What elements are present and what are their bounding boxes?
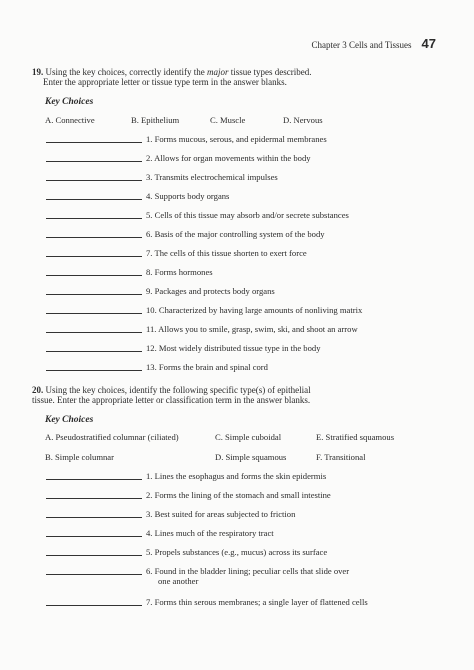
answer-blank[interactable] [46, 190, 142, 200]
key-choice: C. Simple cuboidal [215, 432, 282, 442]
answer-blank[interactable] [46, 508, 142, 518]
answer-row [46, 304, 363, 316]
item-text: 5. Propels substances (e.g., mucus) across its surface [146, 547, 328, 557]
answer-blank[interactable] [46, 304, 142, 314]
answer-blank[interactable] [46, 266, 142, 276]
answer-blank[interactable] [46, 361, 142, 371]
item-text: 5. Cells of this tissue may absorb and/or secrete substances [146, 210, 349, 220]
answer-row [46, 209, 349, 221]
answer-blank[interactable] [46, 470, 142, 480]
answer-row [46, 489, 331, 501]
key-choice: E. Stratified squamous [316, 432, 395, 442]
answer-row [46, 171, 278, 183]
answer-blank[interactable] [46, 489, 142, 499]
item-text: 11. Allows you to smile, grasp, swim, ski, and shoot an arrow [146, 324, 358, 334]
answer-row [46, 323, 358, 335]
answer-blank[interactable] [46, 323, 142, 333]
key-choice: A. Pseudostratified columnar (ciliated) [45, 432, 179, 442]
answer-row [46, 152, 311, 164]
answer-blank[interactable] [46, 596, 142, 606]
item-text: 10. Characterized by having large amounts of nonliving matrix [146, 305, 363, 315]
item-text: 2. Allows for organ movements within the body [146, 153, 311, 163]
item-text: 8. Forms hormones [146, 267, 213, 277]
answer-blank[interactable] [46, 527, 142, 537]
key-choice: C. Muscle [210, 115, 246, 125]
answer-row [46, 470, 327, 482]
answer-blank[interactable] [46, 209, 142, 219]
answer-row [46, 133, 327, 145]
item-text: 6. Found in the bladder lining; peculiar cells that slide over [146, 566, 350, 576]
answer-blank[interactable] [46, 152, 142, 162]
answer-row [46, 285, 275, 297]
item-text: 4. Lines much of the respiratory tract [146, 528, 274, 538]
prompt-text: tissue. Enter the appropriate letter or classification term in the answer blanks. [32, 395, 311, 405]
prompt-text: tissue types described. [228, 67, 312, 77]
answer-row [46, 527, 274, 539]
item-text: 3. Transmits electrochemical impulses [146, 172, 278, 182]
answer-row [46, 266, 213, 278]
answer-blank[interactable] [46, 133, 142, 143]
answer-blank[interactable] [46, 546, 142, 556]
answer-row [46, 508, 296, 520]
key-choices-title: Key Choices [45, 415, 94, 425]
item-text: 1. Lines the esophagus and forms the skin epidermis [146, 471, 327, 481]
answer-blank[interactable] [46, 171, 142, 181]
key-choices-title: Key Choices [45, 97, 94, 107]
prompt-text: Using the key choices, identify the following specific type(s) of epithelial [45, 385, 311, 395]
answer-row [46, 190, 230, 202]
question-number: 20. [32, 385, 44, 395]
answer-row [46, 565, 350, 589]
page-header [312, 36, 436, 51]
question-number: 19. [32, 67, 44, 77]
item-text: 13. Forms the brain and spinal cord [146, 362, 268, 372]
prompt-text: Enter the appropriate letter or tissue type term in the answer blanks. [43, 77, 287, 87]
answer-blank[interactable] [46, 285, 142, 295]
key-choice: D. Nervous [283, 115, 323, 125]
answer-row [46, 546, 328, 558]
item-text: 9. Packages and protects body organs [146, 286, 275, 296]
item-text: 6. Basis of the major controlling system of the body [146, 229, 325, 239]
key-choice: B. Epithelium [131, 115, 180, 125]
answer-blank[interactable] [46, 228, 142, 238]
key-choice: F. Transitional [316, 452, 366, 462]
answer-blank[interactable] [46, 342, 142, 352]
answer-row [46, 361, 268, 373]
answer-row [46, 342, 321, 354]
item-text: 7. Forms thin serous membranes; a single layer of flattened cells [146, 597, 368, 607]
key-choice: A. Connective [45, 115, 95, 125]
item-text: 12. Most widely distributed tissue type in the body [146, 343, 321, 353]
answer-row [46, 228, 325, 240]
key-choice: B. Simple columnar [45, 452, 114, 462]
answer-blank[interactable] [46, 247, 142, 257]
item-text: 3. Best suited for areas subjected to friction [146, 509, 296, 519]
question-19-prompt [32, 67, 442, 87]
chapter-title: Chapter 3 Cells and Tissues [311, 40, 412, 50]
page-number: 47 [421, 36, 436, 51]
question-20-prompt [32, 385, 442, 405]
item-text: 2. Forms the lining of the stomach and small intestine [146, 490, 331, 500]
key-choice: D. Simple squamous [215, 452, 287, 462]
prompt-emphasis: major [206, 67, 229, 77]
item-text: 4. Supports body organs [146, 191, 230, 201]
answer-row [46, 247, 307, 259]
item-text: 1. Forms mucous, serous, and epidermal membranes [146, 134, 327, 144]
answer-blank[interactable] [46, 565, 142, 575]
item-text-continued: one another [158, 576, 199, 586]
answer-row [46, 596, 368, 608]
prompt-text: Using the key choices, correctly identify the [45, 67, 207, 77]
item-text: 7. The cells of this tissue shorten to exert force [146, 248, 307, 258]
